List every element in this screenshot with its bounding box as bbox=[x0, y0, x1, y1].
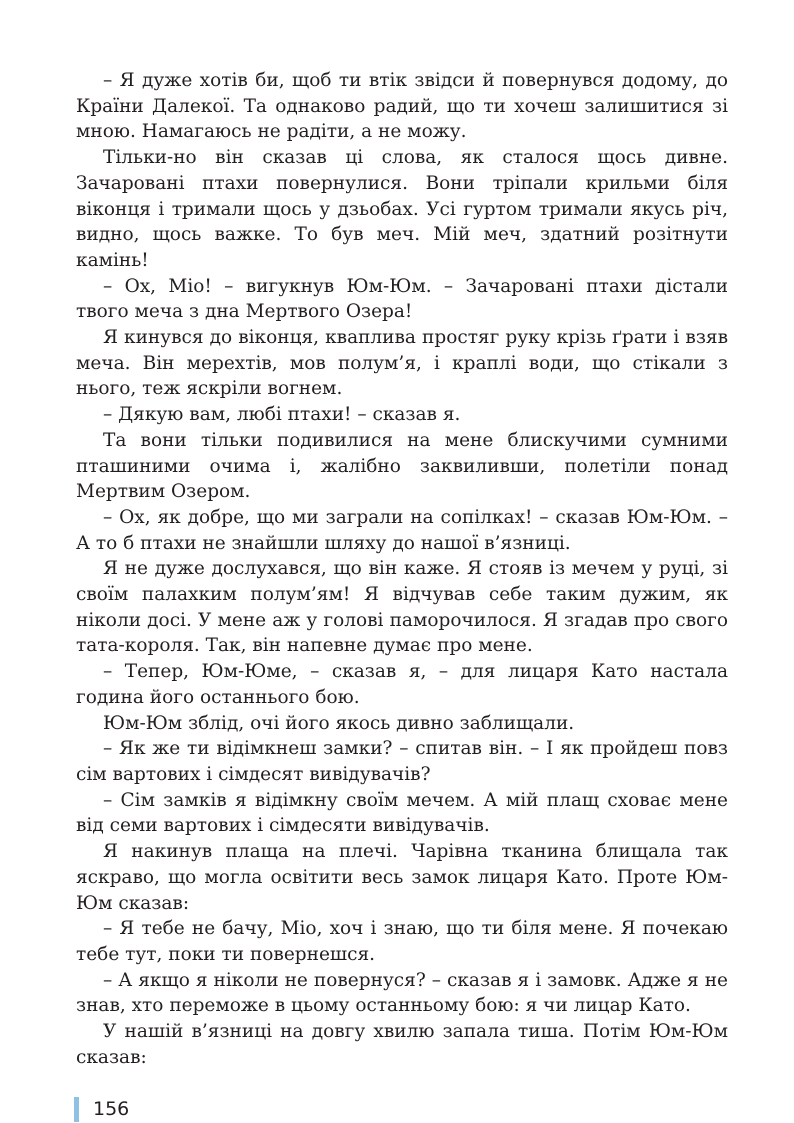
paragraph: – Я дуже хотів би, щоб ти втік звідси й повернувся додому, до Країни Далекої. Та однаково радий, що ти хочеш залишитися зі мною. Намагаюсь не радіти, а не можу. bbox=[76, 70, 728, 143]
paragraph: Тільки-но він сказав ці слова, як сталося щось дивне. Зачаровані птахи повернулися. Вони тріпали крильми біля віконця і тримали щось у дзьобах. Усі гуртом тримали якусь річ, видно, щось важке. То був меч. Мій меч, здатний розітнути камінь! bbox=[76, 147, 728, 271]
paragraph: – Я тебе не бачу, Міо, хоч і знаю, що ти біля мене. Я почекаю тебе тут, поки ти повернешся. bbox=[76, 918, 728, 965]
paragraph: У нашій в’язниці на довгу хвилю запала тиша. Потім Юм-Юм сказав: bbox=[76, 1021, 728, 1068]
paragraph: – А якщо я ніколи не повернуся? – сказав я і замовк. Адже я не знав, хто переможе в цьому останньому бою: я чи лицар Като. bbox=[76, 969, 728, 1017]
paragraph: Я не дуже дослухався, що він каже. Я стояв із мечем у руці, зі своїм палахким полум’ям! Я відчував себе таким дужим, як ніколи досі. У мене аж у голові паморочилося. Я згадав про свого тата-короля. Так, він напевне думає про мене. bbox=[76, 558, 728, 657]
paragraph: – Ох, Міо! – вигукнув Юм-Юм. – Зачаровані птахи дістали твого меча з дна Мертвого Озера! bbox=[76, 275, 728, 323]
page-footer bbox=[74, 1096, 129, 1122]
paragraph: – Дякую вам, любі птахи! – сказав я. bbox=[103, 404, 461, 426]
book-page-text bbox=[76, 68, 728, 1070]
paragraph: – Ох, як добре, що ми заграли на сопілках! – сказав Юм-Юм. – А то б птахи не знайшли шляху до нашої в’язниці. bbox=[76, 506, 728, 554]
paragraph: Я кинувся до віконця, кваплива простяг руку крізь ґрати і взяв меча. Він мерехтів, мов полум’я, і краплі води, що стікали з нього, теж яскріли вогнем. bbox=[76, 327, 728, 400]
page-number: 156 bbox=[93, 1098, 130, 1120]
paragraph: – Сім замків я відімкну своїм мечем. А мій плащ сховає мене від семи вартових і сімдесяти вивідувачів. bbox=[76, 789, 728, 837]
paragraph: Та вони тільки подивилися на мене блискучими сумними пташиними очима і, жалібно заквиливши, полетіли понад Мертвим Озером. bbox=[76, 429, 728, 503]
paragraph: Юм-Юм зблід, очі його якось дивно заблищали. bbox=[103, 712, 575, 734]
paragraph: – Як же ти відімкнеш замки? – спитав він. – І як пройдеш повз сім вартових і сімдесят вивідувачів? bbox=[76, 738, 728, 785]
paragraph: – Тепер, Юм-Юме, – сказав я, – для лицаря Като настала година його останнього бою. bbox=[76, 661, 728, 708]
paragraph: Я накинув плаща на плечі. Чарівна тканина блищала так яскраво, що могла освітити весь замок лицаря Като. Проте Юм-Юм сказав: bbox=[76, 841, 728, 914]
footer-accent-bar bbox=[74, 1097, 79, 1122]
